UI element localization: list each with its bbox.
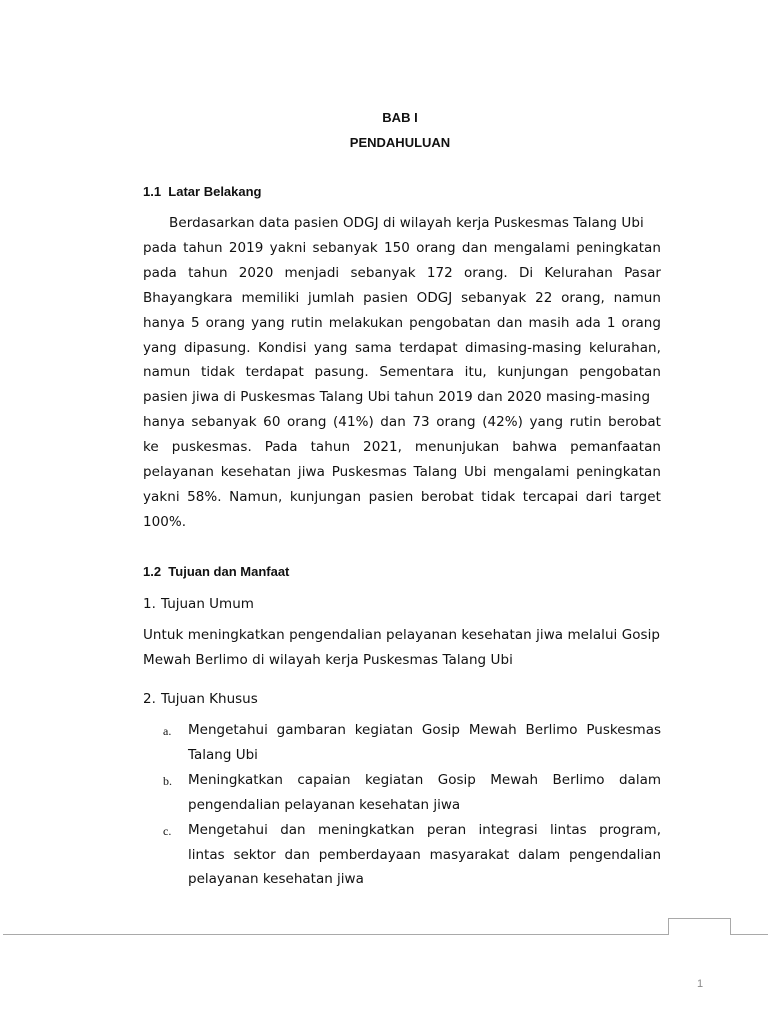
sub-item-c [163,818,661,892]
paragraph-latar-belakang [143,211,661,535]
sub-item-line: pelayanan kesehatan jiwa [188,871,364,887]
paragraph-line: hanya 5 orang yang rutin melakukan pengobatan dan masih ada 1 orang [143,314,661,331]
sub-item-marker: a. [163,724,172,738]
sub-item-line: Meningkatkan capaian kegiatan Gosip Mewah Berlimo dalam [188,772,661,788]
paragraph-line: namun tidak terdapat pasung. Sementara itu, kunjungan pengobatan [143,364,661,381]
sub-item-a [163,718,661,767]
paragraph-tujuan-umum [143,623,661,673]
section-heading-latar-belakang: 1.1 Latar Belakang [143,184,262,199]
paragraph-line: Berdasarkan data pasien ODGJ di wilayah kerja Puskesmas Talang Ubi [143,215,644,231]
list-item-tujuan-umum [143,594,254,614]
sub-item-line: Mengetahui dan meningkatkan peran integrasi lintas program, [188,822,661,838]
paragraph-line: ke puskesmas. Pada tahun 2021, menunjukan bahwa pemanfaatan [143,439,661,456]
sub-item-b [163,768,661,817]
paragraph-line: Bhayangkara memiliki jumlah pasien ODGJ sebanyak 22 orang, namun [143,289,661,306]
paragraph-line: 100%. [143,513,187,530]
page-number: 1 [696,978,704,990]
paragraph-line: pada tahun 2020 menjadi sebanyak 172 orang. Di Kelurahan Pasar [143,264,661,281]
sub-item-marker: c. [163,824,172,838]
list-item-title: Tujuan Umum [161,596,254,612]
list-item-tujuan-khusus [143,689,258,709]
paragraph-line: Mewah Berlimo di wilayah kerja Puskesmas Talang Ubi [143,652,513,668]
sub-item-line: pengendalian pelayanan kesehatan jiwa [188,796,461,813]
chapter-label: BAB I [382,110,418,125]
sub-item-line: lintas sektor dan pemberdayaan masyarakat dalam pengendalian [188,846,661,863]
paragraph-line: yakni 58%. Namun, kunjungan pasien berobat tidak tercapai dari target [143,488,661,505]
list-number: 2. [143,691,156,707]
list-item-title: Tujuan Khusus [161,691,258,707]
section-heading-tujuan-manfaat: 1.2 Tujuan dan Manfaat [143,564,290,579]
footer-tab [668,918,731,935]
paragraph-line: pasien jiwa di Puskesmas Talang Ubi tahun 2019 dan 2020 masing-masing [143,389,651,406]
paragraph-line: yang dipasung. Kondisi yang sama terdapat dimasing-masing kelurahan, [143,339,661,356]
list-number: 1. [143,596,156,612]
footer-divider [3,934,768,935]
paragraph-line: hanya sebanyak 60 orang (41%) dan 73 orang (42%) yang rutin berobat [143,414,661,431]
paragraph-line: pelayanan kesehatan jiwa Puskesmas Talang Ubi mengalami peningkatan [143,464,661,481]
sub-item-line: Mengetahui gambaran kegiatan Gosip Mewah Berlimo Puskesmas [188,722,661,738]
paragraph-line: Untuk meningkatkan pengendalian pelayanan kesehatan jiwa melalui Gosip [143,627,661,643]
sub-item-line: Talang Ubi [188,746,258,763]
paragraph-line: pada tahun 2019 yakni sebanyak 150 orang dan mengalami peningkatan [143,239,661,256]
chapter-title: PENDAHULUAN [349,135,451,150]
sub-item-marker: b. [163,774,172,788]
